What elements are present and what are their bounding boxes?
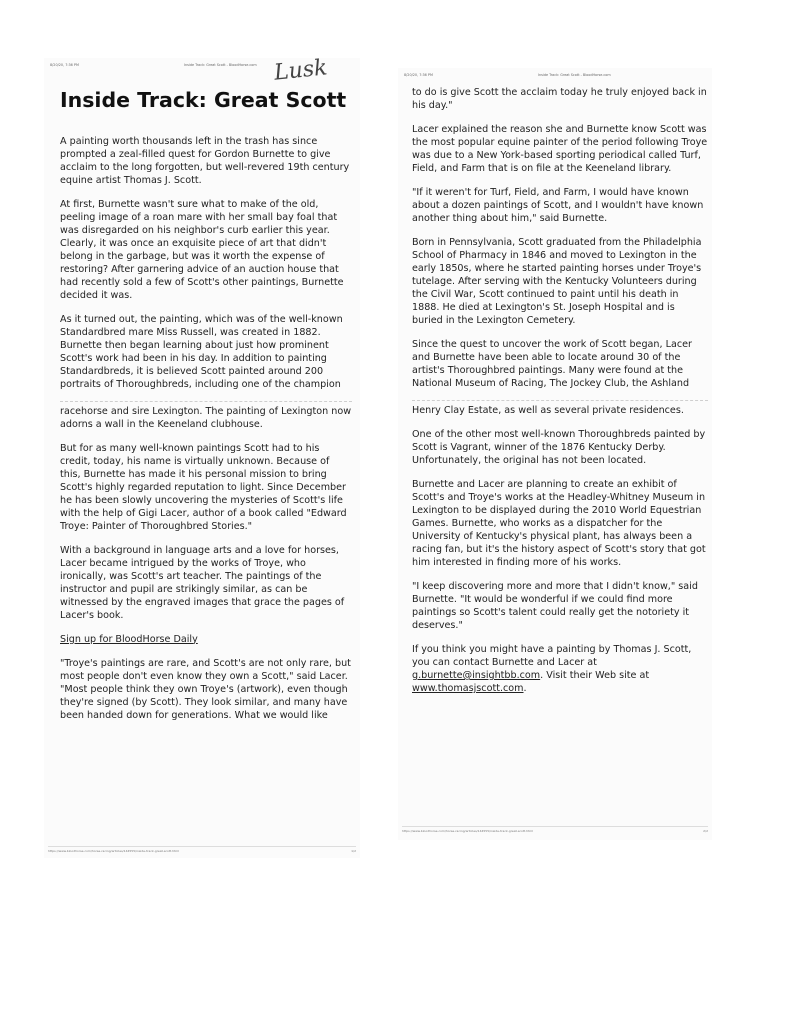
article-paragraph: "If it weren't for Turf, Field, and Farm, I would have known about a dozen paintings of Scott, and I wouldn't have known another thing about him," said Burnette. <box>412 187 704 224</box>
article-paragraph: Since the quest to uncover the work of Scott began, Lacer and Burnette have been able to locate around 30 of the artist's Thoroughbred paintings. Many were found at the National Museum of Racing, The Jockey Club, the Ashland <box>412 339 692 389</box>
article-paragraph: Lacer explained the reason she and Burnette know Scott was the most popular equine painter of the period following Troye was due to a New York-based sporting periodical called Turf, Field, and Farm that is on file at the Keeneland library. <box>412 124 708 174</box>
article-paragraph: But for as many well-known paintings Scott had to his credit, today, his name is virtually unknown. Because of this, Burnette has made it his personal mission to bring Scott's highly regarded reputation to light. Since December he has been slowly uncovering the mysteries of Scott's life with the help of Gigi Lacer, author of a book called "Edward Troye: Painter of Thoroughbred Stories." <box>60 442 347 532</box>
page-break-line <box>412 400 708 401</box>
footer-page-number: 1/2 <box>351 849 356 853</box>
article-paragraph: Born in Pennsylvania, Scott graduated from the Philadelphia School of Pharmacy in 1846 and moved to Lexington in the early 1850s, where he started painting horses under Troye's tutelage. After serving with the Kentucky Volunteers during the Civil War, Scott continued to paint until his death in 1888. He died at Lexington's St. Joseph Hospital and is buried in the Lexington Cemetery. <box>412 237 702 326</box>
page-break <box>60 399 352 405</box>
article-paragraph: "Troye's paintings are rare, and Scott's are not only rare, but most people don't even know they own a Scott," said Lacer. "Most people think they own Troye's (artwork), even though they're signed (by Scott). They look similar, and many have been handed down for generations. What we would like <box>60 657 351 721</box>
article-paragraph: "I keep discovering more and more that I didn't know," said Burnette. "It would be wonderful if we could find more paintings so Scott's talent could really get the notoriety it deserves." <box>412 581 698 631</box>
article-paragraph: racehorse and sire Lexington. The painting of Lexington now adorns a wall in the Keeneland clubhouse. <box>60 405 352 430</box>
article-paragraph: At first, Burnette wasn't sure what to make of the old, peeling image of a roan mare with her small bay foal that was disregarded on his neighbor's curb earlier this year. Clearly, it was once an exquisite piece of art that didn't belong in the garbage, but was it worth the expense of restoring? After garnering advice of an auction house that had recently sold a few of Scott's other paintings, Burnette decided it was. <box>60 198 344 301</box>
article-paragraph: Henry Clay Estate, as well as several private residences. <box>412 405 684 416</box>
page-footer <box>402 826 708 835</box>
page-header <box>398 68 712 82</box>
contact-text: . Visit their Web site at <box>540 670 650 681</box>
footer-page-number: 2/2 <box>703 829 708 833</box>
contact-text: If you think you might have a painting by Thomas J. Scott, you can contact Burnette and Lacer at <box>412 644 692 668</box>
handwritten-annotation: Lusk <box>272 55 329 86</box>
page-break-line <box>60 401 352 402</box>
header-title: Inside Track: Great Scott - BloodHorse.com <box>184 63 257 67</box>
footer-url: https://www.bloodhorse.com/horse-racing/articles/144555/inside-track-great-scott.html <box>48 849 180 853</box>
signup-link[interactable]: Sign up for BloodHorse Daily <box>60 633 198 645</box>
contact-text: . <box>523 683 527 694</box>
article-body <box>60 88 352 733</box>
footer-url: https://www.bloodhorse.com/horse-racing/articles/144555/inside-track-great-scott.html <box>402 829 534 833</box>
page-footer <box>48 846 356 855</box>
header-date: 8/20/20, 7:36 PM <box>50 63 79 67</box>
article-paragraph: One of the other most well-known Thoroughbreds painted by Scott is Vagrant, winner of the 1876 Kentucky Derby. Unfortunately, the original has not been located. <box>412 429 706 466</box>
article-paragraph: to do is give Scott the acclaim today he truly enjoyed back in his day." <box>412 87 707 111</box>
email-link[interactable]: g.burnette@insightbb.com <box>412 670 541 681</box>
article-paragraph: With a background in language arts and a love for horses, Lacer became intrigued by the works of Troye, who ironically, was Scott's art teacher. The paintings of the instructor and pupil are strikingly similar, as can be witnessed by the engraved images that grace the pages of Lacer's book. <box>60 544 345 621</box>
article-headline: Inside Track: Great Scott <box>60 88 347 112</box>
page-right <box>398 68 712 840</box>
article-paragraph: A painting worth thousands left in the trash has since prompted a zeal-filled quest for Gordon Burnette to give acclaim to the long forgotten, but well-revered 19th century equine artist Thomas J. Scott. <box>60 135 350 186</box>
contact-paragraph <box>412 643 708 695</box>
header-date: 8/20/20, 7:36 PM <box>404 73 433 77</box>
page-left <box>44 55 360 858</box>
article-paragraph: Burnette and Lacer are planning to create an exhibit of Scott's and Troye's works at the Headley-Whitney Museum in Lexington to be displayed during the 2010 World Equestrian Games. Burnette, who works as a dispatcher for the University of Kentucky's physical plant, has always been a racing fan, but it's the history aspect of Scott's story that got him interested in finding more of his works. <box>412 479 706 568</box>
article-paragraph: As it turned out, the painting, which was of the well-known Standardbred mare Miss Russell, was created in 1882. Burnette then began learning about just how prominent Scott's work had been in his day. In addition to painting Standardbreds, it is believed Scott painted around 200 portraits of Thoroughbreds, including one of the champion <box>60 313 343 390</box>
header-title: Inside Track: Great Scott - BloodHorse.com <box>538 73 611 77</box>
article-body <box>412 86 708 706</box>
page-break <box>412 398 708 404</box>
website-link[interactable]: www.thomasjscott.com <box>412 683 524 694</box>
